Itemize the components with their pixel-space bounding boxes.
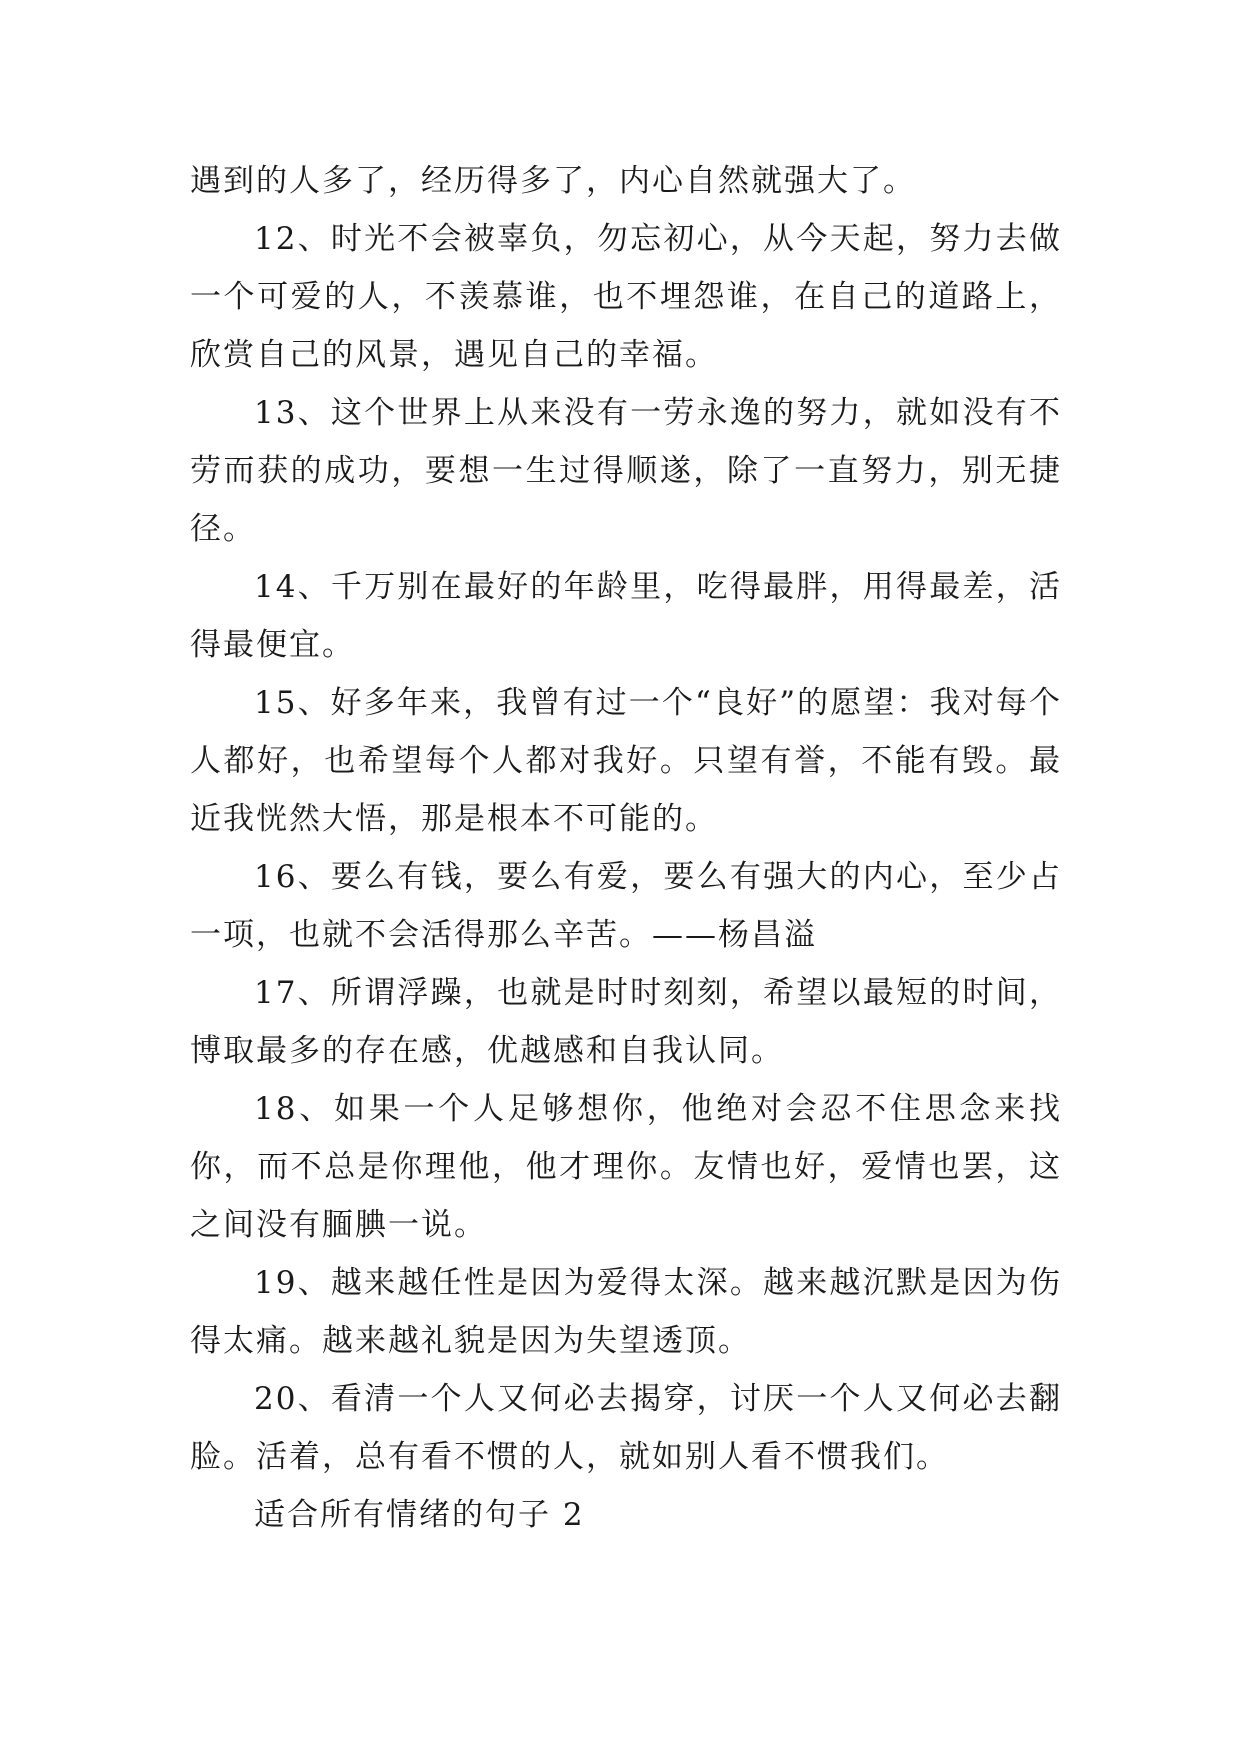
- paragraph-quote-19: 19、越来越任性是因为爱得太深。越来越沉默是因为伤得太痛。越来越礼貌是因为失望透顶。: [190, 1265, 1062, 1359]
- paragraph-continuation: 遇到的人多了，经历得多了，内心自然就强大了。: [190, 163, 916, 199]
- paragraph-quote-18: 18、如果一个人足够想你，他绝对会忍不住思念来找你，而不总是你理他，他才理你。友情也好，爱情也罢，这之间没有腼腆一说。: [190, 1091, 1062, 1243]
- paragraph-quote-15: 15、好多年来，我曾有过一个“良好”的愿望：我对每个人都好，也希望每个人都对我好。只望有誉，不能有毁。最近我恍然大悟，那是根本不可能的。: [190, 685, 1062, 837]
- paragraph-quote-20: 20、看清一个人又何必去揭穿，讨厌一个人又何必去翻脸。活着，总有看不惯的人，就如别人看不惯我们。: [190, 1381, 1062, 1475]
- section-heading: 适合所有情绪的句子 2: [254, 1497, 585, 1533]
- paragraph-quote-17: 17、所谓浮躁，也就是时时刻刻，希望以最短的时间，博取最多的存在感，优越感和自我认同。: [190, 975, 1062, 1069]
- paragraph-quote-14: 14、千万别在最好的年龄里，吃得最胖，用得最差，活得最便宜。: [190, 569, 1062, 663]
- paragraph-quote-16: 16、要么有钱，要么有爱，要么有强大的内心，至少占一项，也就不会活得那么辛苦。——杨昌溢: [190, 859, 1062, 953]
- paragraph-quote-13: 13、这个世界上从来没有一劳永逸的努力，就如没有不劳而获的成功，要想一生过得顺遂，除了一直努力，别无捷径。: [190, 395, 1062, 547]
- document-body: [190, 152, 1062, 1544]
- paragraph-quote-12: 12、时光不会被辜负，勿忘初心，从今天起，努力去做一个可爱的人，不羡慕谁，也不埋怨谁，在自己的道路上，欣赏自己的风景，遇见自己的幸福。: [190, 221, 1062, 373]
